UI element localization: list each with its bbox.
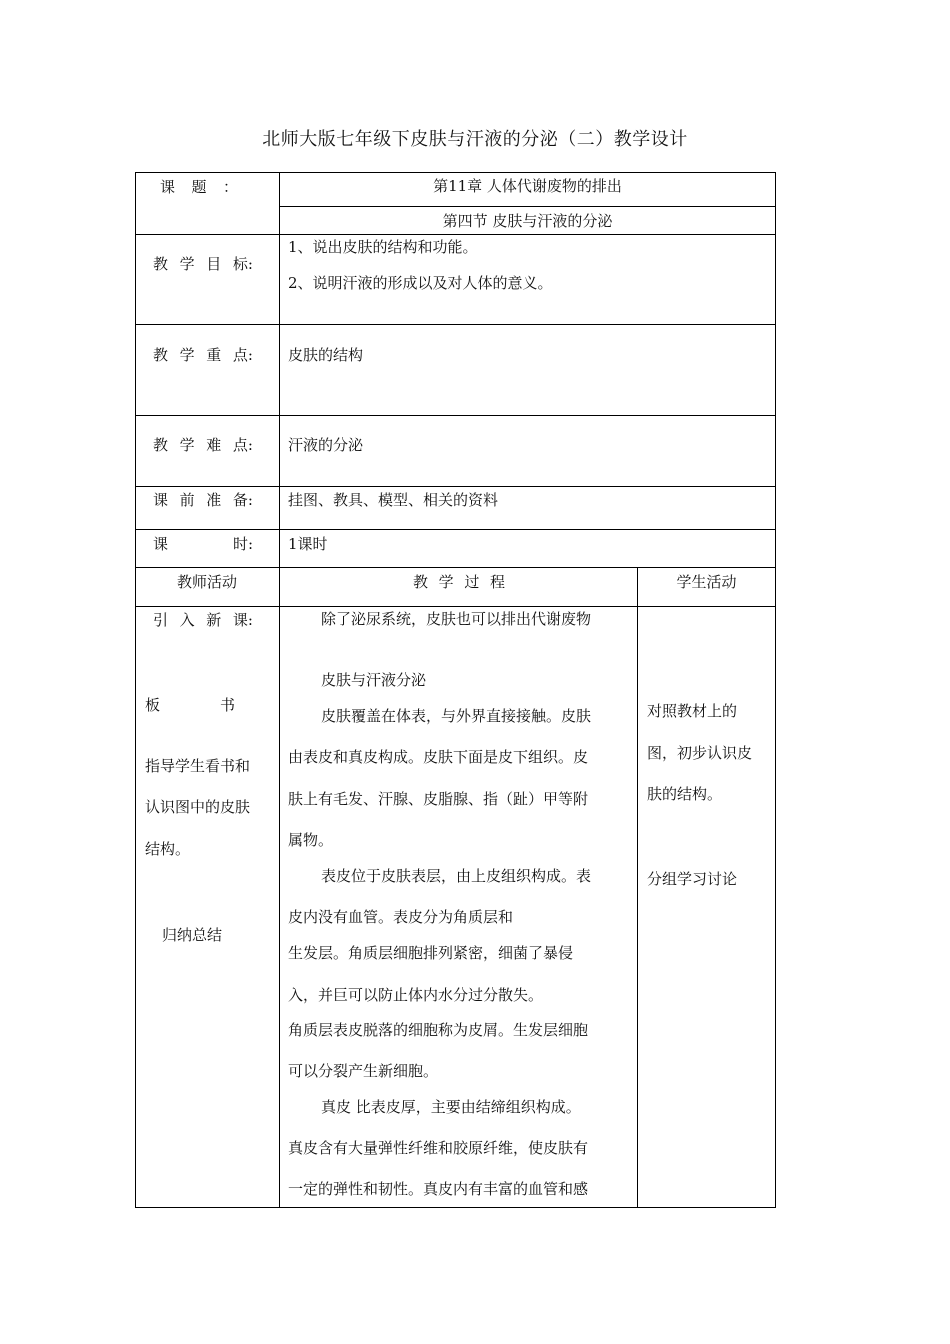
guide-line: 认识图中的皮肤 xyxy=(145,798,251,816)
table-border-right xyxy=(775,172,776,1208)
table-divider xyxy=(279,206,776,207)
student-line: 图，初步认识皮 xyxy=(647,744,753,762)
process-line: 除了泌尿系统，皮肤也可以排出代谢废物 xyxy=(321,610,592,628)
chapter-title: 第11章 人体代谢废物的排出 xyxy=(433,177,622,195)
process-line: 可以分裂产生新细胞。 xyxy=(288,1062,439,1080)
teacher-activity-header: 教师活动 xyxy=(176,573,237,591)
process-line: 肤上有毛发、汗腺、皮脂腺、指（趾）甲等附 xyxy=(288,790,589,808)
process-line: 表皮位于皮肤表层，由上皮组织构成。表 xyxy=(321,867,592,885)
process-line: 一定的弹性和韧性。真皮内有丰富的血管和感 xyxy=(288,1180,589,1198)
student-activity-header: 学生活动 xyxy=(676,573,737,591)
table-divider xyxy=(135,415,776,416)
board-label: 板 书 xyxy=(145,696,235,714)
process-header: 教 学 过 程 xyxy=(413,573,505,591)
difficulty-label: 教 学 难 点: xyxy=(153,436,253,454)
process-line: 由表皮和真皮构成。皮肤下面是皮下组织。皮 xyxy=(288,748,589,766)
topic-label: 课 题 ： xyxy=(160,178,238,196)
process-line: 皮肤覆盖在体表，与外界直接接触。皮肤 xyxy=(321,707,592,725)
guide-line: 指导学生看书和 xyxy=(145,757,251,775)
section-title: 第四节 皮肤与汗液的分泌 xyxy=(442,212,613,230)
process-line: 入，并巨可以防止体内水分过分散失。 xyxy=(288,986,544,1004)
objectives-label: 教 学 目 标: xyxy=(153,255,253,273)
hours-label: 课 时: xyxy=(153,535,253,553)
difficulty-value: 汗液的分泌 xyxy=(288,436,364,454)
table-divider xyxy=(279,172,280,1208)
table-divider xyxy=(135,567,776,568)
page-title: 北师大版七年级下皮肤与汗液的分泌（二）教学设计 xyxy=(262,129,688,150)
table-divider xyxy=(135,606,776,607)
student-line: 对照教材上的 xyxy=(647,702,738,720)
preparation-value: 挂图、教具、模型、相关的资料 xyxy=(288,491,499,509)
table-divider xyxy=(135,234,776,235)
objective-item: 1、说出皮肤的结构和功能。 xyxy=(288,238,478,256)
table-divider xyxy=(637,567,638,1208)
key-point-value: 皮肤的结构 xyxy=(288,346,364,364)
process-line: 皮内没有血管。表皮分为角质层和 xyxy=(288,908,514,926)
preparation-label: 课 前 准 备: xyxy=(153,491,253,509)
table-border-top xyxy=(135,172,776,173)
intro-label: 引 入 新 课: xyxy=(153,611,253,629)
process-line: 角质层表皮脱落的细胞称为皮屑。生发层细胞 xyxy=(288,1021,589,1039)
table-border-left xyxy=(135,172,136,1208)
table-border-bottom xyxy=(135,1207,776,1208)
key-point-label: 教 学 重 点: xyxy=(153,346,253,364)
table-divider xyxy=(135,529,776,530)
process-line: 属物。 xyxy=(288,831,334,849)
student-line: 分组学习讨论 xyxy=(647,870,738,888)
process-line: 真皮 比表皮厚，主要由结缔组织构成。 xyxy=(321,1098,581,1116)
table-divider xyxy=(135,486,776,487)
objective-item: 2、说明汗液的形成以及对人体的意义。 xyxy=(288,274,553,292)
process-line: 皮肤与汗液分泌 xyxy=(321,671,427,689)
hours-value: 1课时 xyxy=(288,535,328,553)
process-line: 真皮含有大量弹性纤维和胶原纤维，使皮肤有 xyxy=(288,1139,589,1157)
table-divider xyxy=(135,324,776,325)
summary-label: 归纳总结 xyxy=(162,926,223,944)
guide-line: 结构。 xyxy=(145,840,191,858)
process-line: 生发层。角质层细胞排列紧密，细菌了暴侵 xyxy=(288,944,574,962)
student-line: 肤的结构。 xyxy=(647,785,723,803)
